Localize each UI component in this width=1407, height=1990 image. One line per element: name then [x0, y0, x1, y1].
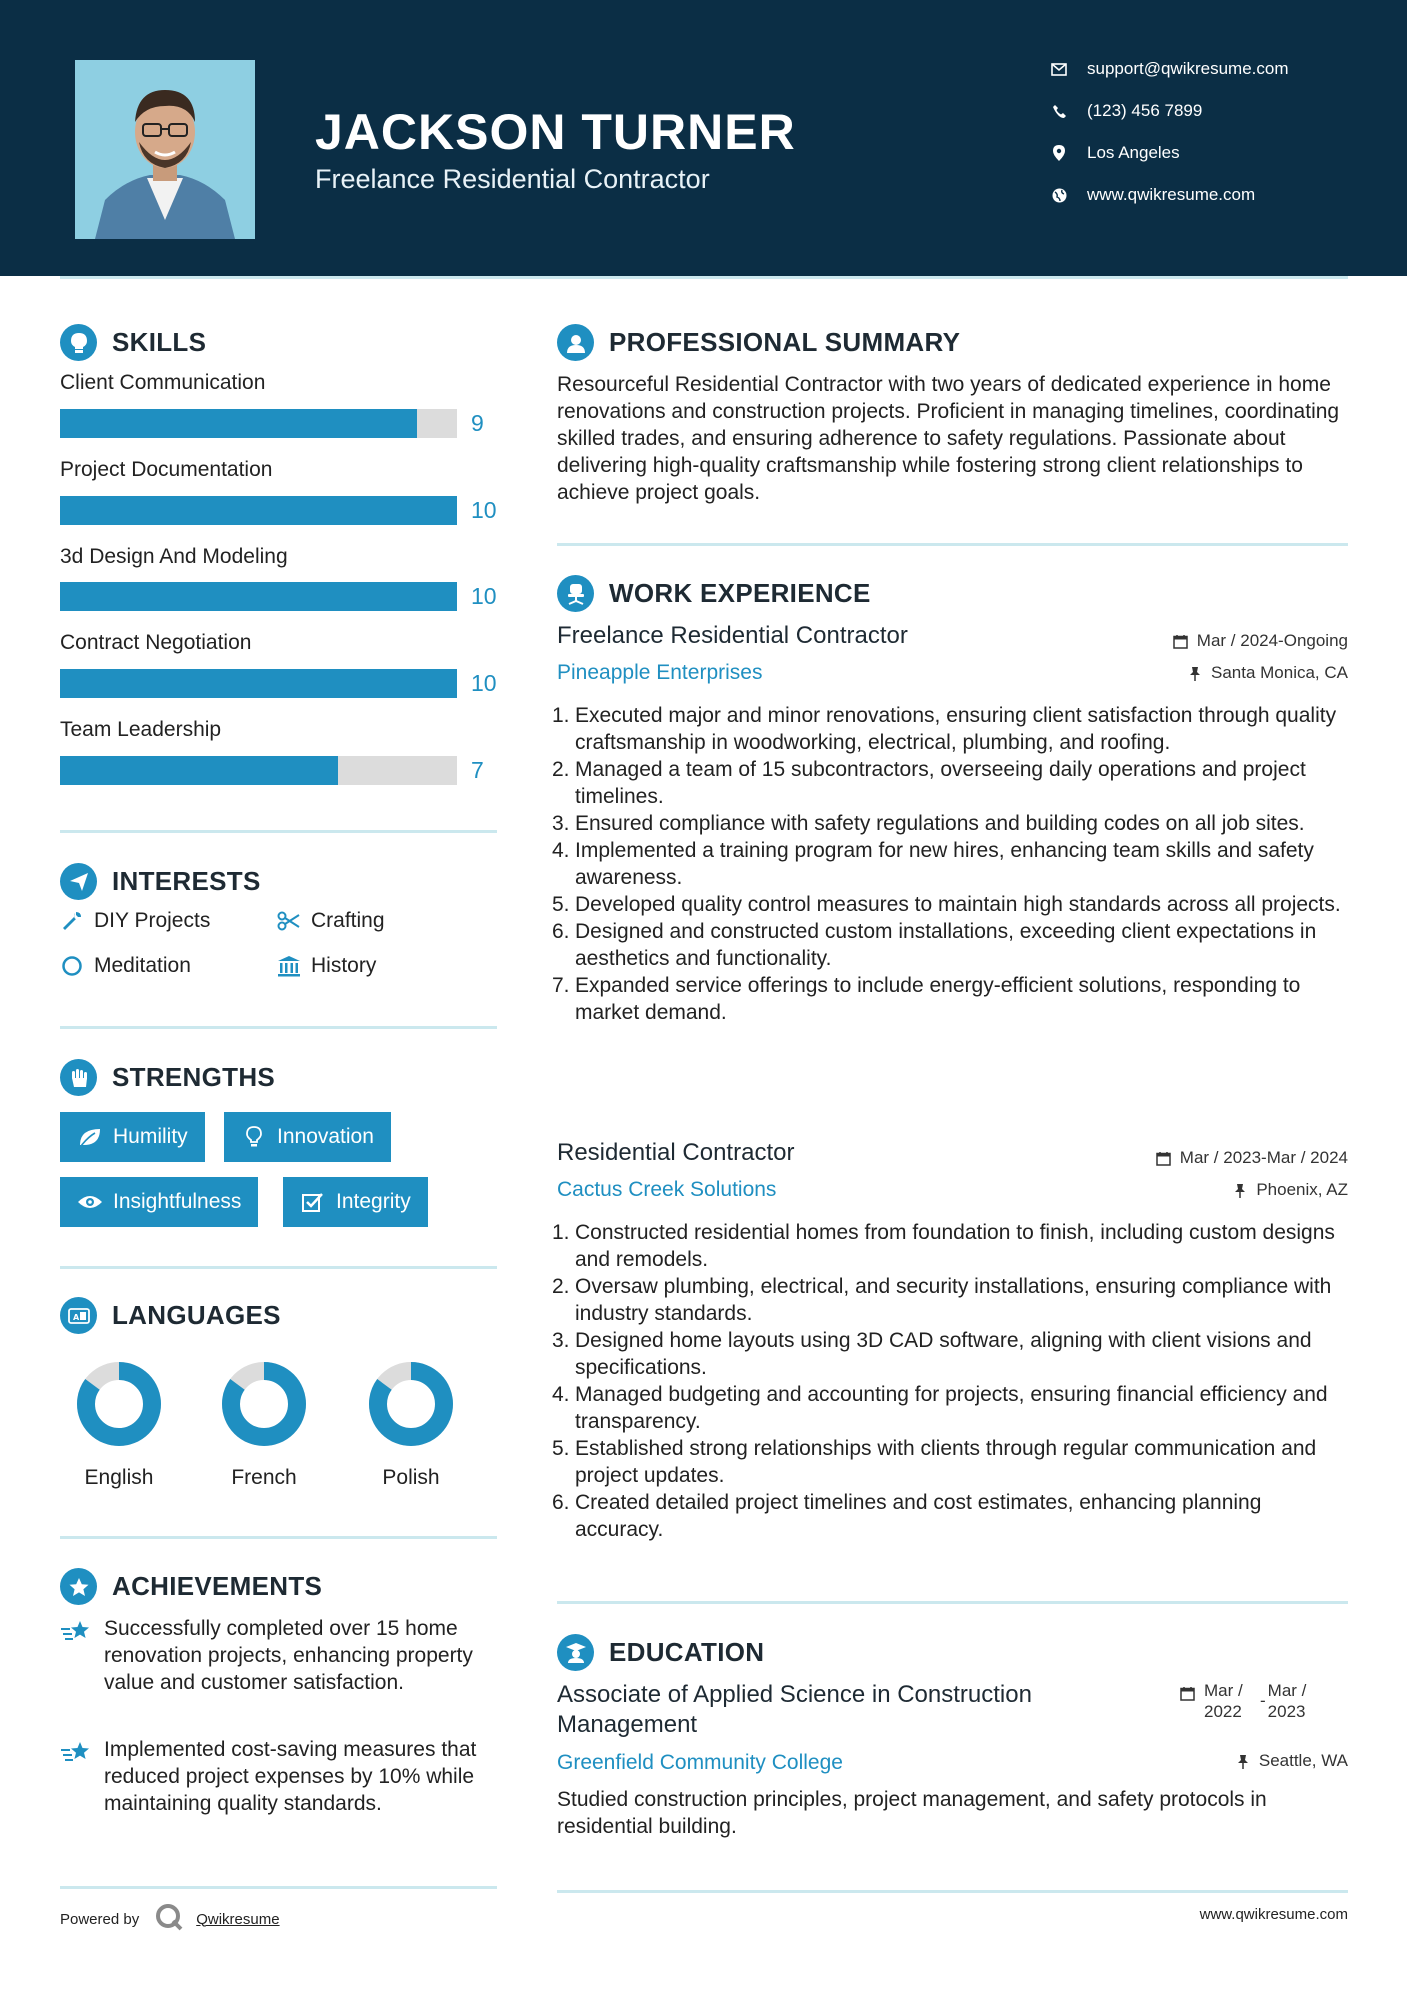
languages-heading — [60, 1297, 281, 1334]
candidate-name: JACKSON TURNER — [315, 104, 796, 160]
experience-heading — [557, 575, 871, 612]
job-bullets — [552, 1219, 1352, 1543]
education-dates — [1180, 1680, 1320, 1722]
language-donut — [367, 1360, 455, 1448]
interest-label: Crafting — [311, 909, 385, 932]
strength-chip — [283, 1177, 428, 1227]
achievement-item — [60, 1736, 500, 1817]
calendar-icon — [1173, 633, 1189, 649]
section-divider — [60, 1886, 497, 1889]
skills-heading-text: SKILLS — [112, 327, 207, 357]
job-bullet: 6. Created detailed project timelines and cost estimates, enhancing planning accuracy. — [552, 1491, 1262, 1541]
skill-bar — [60, 669, 457, 698]
skill-bar-fill — [60, 669, 457, 698]
job-bullet: 3. Ensured compliance with safety regulations and building codes on all job sites. — [552, 812, 1305, 835]
job-bullets — [552, 702, 1352, 1026]
job-dates — [1173, 631, 1348, 651]
candidate-title: Freelance Residential Contractor — [315, 164, 710, 194]
job-location — [1232, 1180, 1348, 1200]
company-name: Cactus Creek Solutions — [557, 1178, 777, 1201]
job-bullet: 2. Managed a team of 15 subcontractors, overseeing daily operations and project timelines. — [552, 758, 1306, 808]
strength-label: Innovation — [277, 1125, 374, 1148]
museum-icon — [277, 954, 301, 978]
education-date-start: Mar / 2022 — [1204, 1681, 1243, 1721]
job-dates-text: Mar / 2023-Mar / 2024 — [1179, 1148, 1348, 1167]
leaf-icon — [77, 1126, 103, 1148]
education-location — [1235, 1751, 1348, 1771]
section-divider — [60, 1266, 497, 1269]
contact-phone[interactable] — [1050, 99, 1202, 123]
education-description: Studied construction principles, project management, and safety protocols in residential building. — [557, 1788, 1267, 1838]
summary-heading-text: PROFESSIONAL SUMMARY — [609, 327, 961, 357]
skill-bar-fill — [60, 582, 457, 611]
skill-bar — [60, 756, 457, 785]
strength-label: Insightfulness — [113, 1190, 242, 1213]
language-label: Polish — [382, 1466, 440, 1489]
calendar-icon — [1156, 1150, 1172, 1166]
degree-title: Associate of Applied Science in Construction Management — [557, 1681, 1032, 1738]
contact-email[interactable] — [1050, 57, 1289, 81]
language-donut — [75, 1360, 163, 1448]
paper-plane-icon — [60, 863, 97, 900]
job-bullet: 4. Managed budgeting and accounting for projects, ensuring financial efficiency and transparency. — [552, 1383, 1328, 1433]
job-bullet: 7. Expanded service offerings to include energy-efficient solutions, responding to market demand. — [552, 974, 1301, 1024]
pushpin-icon — [1232, 1182, 1248, 1198]
job-bullet: 5. Developed quality control measures to maintain high standards across all projects. — [552, 893, 1341, 916]
eye-icon — [77, 1191, 103, 1213]
education-date-separator: - — [1260, 1691, 1266, 1710]
strength-label: Humility — [113, 1125, 188, 1148]
section-divider — [557, 543, 1348, 546]
interest-label: Meditation — [94, 954, 191, 977]
skill-bar-fill — [60, 409, 417, 438]
pushpin-icon — [1235, 1753, 1251, 1769]
strengths-heading — [60, 1059, 275, 1096]
job-title: Residential Contractor — [557, 1139, 795, 1166]
interest-item — [60, 954, 191, 978]
skills-heading — [60, 324, 206, 361]
skill-score: 7 — [471, 757, 484, 783]
job-bullet: 1. Executed major and minor renovations, ensuring client satisfaction through quality craftsmanship in woodworking, electrical, plumbing, and roofing. — [552, 704, 1337, 754]
calendar-icon — [1180, 1686, 1196, 1702]
strength-chip — [60, 1177, 258, 1227]
achievements-heading — [60, 1568, 322, 1605]
education-date-end: Mar / 2023 — [1267, 1681, 1307, 1721]
skill-label: 3d Design And Modeling — [60, 545, 288, 568]
job-bullet: 6. Designed and constructed custom installations, exceeding client expectations in aesthetics and functionality. — [552, 920, 1317, 970]
powered-by-text: Powered by — [60, 1910, 140, 1928]
interest-item — [277, 909, 385, 933]
wrench-icon — [60, 909, 84, 933]
section-divider — [60, 1536, 497, 1539]
achievement-text: Implemented cost-saving measures that reduced project expenses by 10% while maintaining quality standards. — [104, 1738, 477, 1815]
job-title: Freelance Residential Contractor — [557, 622, 908, 649]
skill-bar-fill — [60, 496, 457, 525]
contact-email-text: support@qwikresume.com — [1087, 59, 1289, 78]
strength-label: Integrity — [336, 1190, 411, 1213]
school-name: Greenfield Community College — [557, 1751, 843, 1774]
skill-score: 10 — [471, 583, 497, 609]
education-heading-text: EDUCATION — [609, 1637, 765, 1667]
qwikresume-link[interactable]: Qwikresume — [196, 1910, 280, 1928]
achievement-text: Successfully completed over 15 home renovation projects, enhancing property value and customer satisfaction. — [104, 1617, 473, 1694]
qwikresume-logo-icon — [154, 1902, 184, 1936]
skill-bar — [60, 409, 457, 438]
skill-label: Client Communication — [60, 371, 266, 394]
skill-score: 10 — [471, 497, 497, 523]
interests-heading — [60, 863, 261, 900]
footer-website[interactable]: www.qwikresume.com — [1199, 1906, 1348, 1923]
skill-bar — [60, 582, 457, 611]
achievements-heading-text: ACHIEVEMENTS — [112, 1571, 323, 1601]
map-pin-icon — [1050, 144, 1068, 162]
skill-score: 10 — [471, 670, 497, 696]
lightbulb-icon — [241, 1126, 267, 1148]
pushpin-icon — [1187, 665, 1203, 681]
shooting-star-icon — [60, 1740, 92, 1766]
envelope-icon — [1050, 60, 1068, 78]
job-location-text: Santa Monica, CA — [1210, 663, 1348, 682]
languages-heading-text: LANGUAGES — [112, 1300, 281, 1330]
job-bullet: 4. Implemented a training program for new hires, enhancing team skills and safety awareness. — [552, 839, 1314, 889]
job-dates-text: Mar / 2024-Ongoing — [1196, 631, 1348, 650]
strength-chip — [224, 1112, 391, 1162]
skill-label: Project Documentation — [60, 458, 273, 481]
lightbulb-icon — [60, 324, 97, 361]
circle-icon — [60, 954, 84, 978]
section-divider — [557, 1601, 1348, 1604]
strengths-heading-text: STRENGTHS — [112, 1062, 276, 1092]
header-divider — [60, 276, 1348, 279]
education-heading — [557, 1634, 764, 1671]
shooting-star-icon — [60, 1619, 92, 1645]
language-icon — [60, 1297, 97, 1334]
summary-text: Resourceful Residential Contractor with two years of dedicated experience in home renovations and construction projects. Proficient in managing timelines, coordinating skilled trades, and ensuring adherence to safety regulations. Passionate about delivering high-quality craftsmanship while fostering strong client relationships to achieve project goals. — [557, 373, 1340, 504]
section-divider — [60, 1026, 497, 1029]
raised-fist-icon — [60, 1059, 97, 1096]
job-bullet: 2. Oversaw plumbing, electrical, and security installations, ensuring compliance with industry standards. — [552, 1275, 1332, 1325]
experience-heading-text: WORK EXPERIENCE — [609, 578, 871, 608]
star-badge-icon — [60, 1568, 97, 1605]
skill-score: 9 — [471, 410, 484, 436]
skill-label: Contract Negotiation — [60, 631, 252, 654]
education-location-text: Seattle, WA — [1258, 1751, 1348, 1770]
strength-chip — [60, 1112, 205, 1162]
scissors-icon — [277, 909, 301, 933]
section-divider — [60, 830, 497, 833]
language-label: English — [84, 1466, 154, 1489]
job-bullet: 3. Designed home layouts using 3D CAD software, aligning with client visions and specifications. — [552, 1329, 1312, 1379]
job-bullet: 5. Established strong relationships with clients through regular communication and project updates. — [552, 1437, 1317, 1487]
job-location-text: Phoenix, AZ — [1256, 1180, 1348, 1199]
contact-location — [1050, 141, 1180, 165]
company-name: Pineapple Enterprises — [557, 661, 763, 684]
language-donut — [220, 1360, 308, 1448]
footer-powered-by — [60, 1902, 280, 1936]
globe-icon — [1050, 186, 1068, 204]
office-chair-icon — [557, 575, 594, 612]
skill-bar — [60, 496, 457, 525]
section-divider — [557, 1890, 1348, 1893]
contact-website[interactable] — [1050, 183, 1255, 207]
language-item — [69, 1360, 169, 1490]
job-bullet: 1. Constructed residential homes from foundation to finish, including custom designs and remodels. — [552, 1221, 1335, 1271]
skill-label: Team Leadership — [60, 718, 222, 741]
interest-label: History — [311, 954, 377, 977]
interest-item — [277, 954, 376, 978]
contact-phone-text: (123) 456 7899 — [1087, 101, 1203, 120]
interests-heading-text: INTERESTS — [112, 866, 261, 896]
user-icon — [557, 324, 594, 361]
resume-header — [0, 0, 1407, 276]
check-square-icon — [300, 1191, 326, 1213]
contact-location-text: Los Angeles — [1087, 143, 1180, 162]
skill-bar-fill — [60, 756, 338, 785]
job-dates — [1156, 1148, 1348, 1168]
job-location — [1187, 663, 1348, 683]
achievement-item — [60, 1615, 500, 1696]
svg-text:A: A — [72, 1312, 79, 1322]
summary-heading — [557, 324, 960, 361]
interest-label: DIY Projects — [94, 909, 211, 932]
graduate-icon — [557, 1634, 594, 1671]
language-label: French — [231, 1466, 297, 1489]
contact-website-text: www.qwikresume.com — [1087, 185, 1256, 204]
interest-item — [60, 909, 210, 933]
language-item — [361, 1360, 461, 1490]
language-item — [214, 1360, 314, 1490]
profile-photo — [75, 60, 255, 239]
phone-icon — [1050, 102, 1068, 120]
